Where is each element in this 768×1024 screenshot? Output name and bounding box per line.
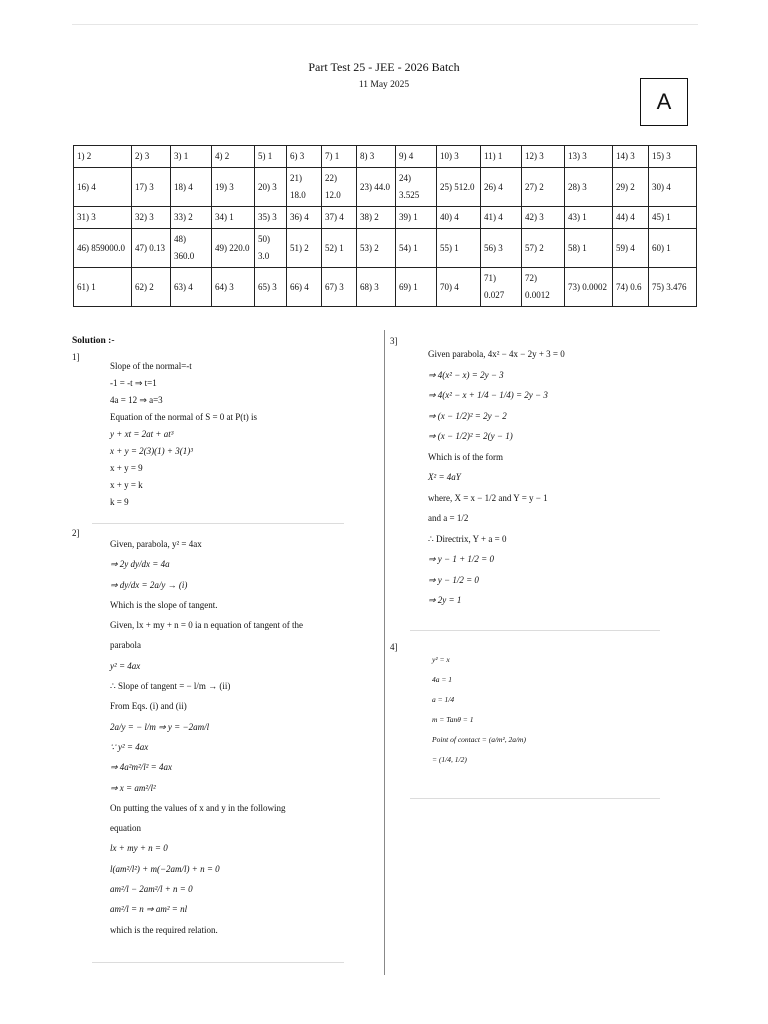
q2-line: equation — [110, 823, 141, 834]
answer-cell: 46) 859000.0 — [74, 229, 132, 268]
q3-solution — [428, 344, 565, 611]
q4-solution — [432, 650, 526, 770]
answer-cell: 20) 3 — [255, 168, 287, 207]
q3-line: ⇒ (x − 1/2)² = 2y − 2 — [428, 410, 507, 421]
top-divider — [72, 24, 698, 25]
q4-line: Point of contact = (a/m², 2a/m) — [432, 735, 526, 744]
answer-cell: 25) 512.0 — [437, 168, 481, 207]
q2-number: 2] — [72, 528, 80, 538]
answer-cell: 57) 2 — [522, 229, 565, 268]
q2-line: On putting the values of x and y in the following — [110, 802, 286, 813]
q2-line: ⇒ x = am²/l² — [110, 782, 156, 793]
q3-line: ⇒ 2y = 1 — [428, 595, 462, 605]
q1-line: 4a = 12 ⇒ a=3 — [110, 395, 163, 405]
q2-line: ∴ Slope of tangent = − l/m → (ii) — [110, 681, 231, 692]
answer-key-row — [74, 146, 697, 168]
answer-cell: 62) 2 — [132, 268, 171, 307]
q1-line: x + y = k — [110, 480, 143, 490]
q3-line: Which is of the form — [428, 451, 503, 462]
q3-line: Given parabola, 4x² − 4x − 2y + 3 = 0 — [428, 349, 565, 359]
answer-key-row — [74, 268, 697, 307]
q3-line: and a = 1/2 — [428, 513, 469, 523]
answer-cell: 1) 2 — [74, 146, 132, 168]
q3-line: ⇒ (x − 1/2)² = 2(y − 1) — [428, 431, 513, 441]
answer-cell: 2) 3 — [132, 146, 171, 168]
answer-cell: 36) 4 — [287, 207, 322, 229]
q2-line: lx + my + n = 0 — [110, 843, 168, 854]
answer-cell: 49) 220.0 — [212, 229, 255, 268]
separator — [410, 630, 660, 631]
q4-line: y² = x — [432, 655, 450, 664]
answer-cell: 35) 3 — [255, 207, 287, 229]
q1-line: y + xt = 2at + at³ — [110, 429, 174, 439]
answer-cell: 14) 3 — [613, 146, 649, 168]
solution-heading: Solution :- — [72, 336, 115, 346]
answer-cell: 15) 3 — [649, 146, 697, 168]
answer-cell: 75) 3.476 — [649, 268, 697, 307]
answer-cell: 24) 3.525 — [396, 168, 437, 207]
answer-cell: 41) 4 — [481, 207, 522, 229]
answer-cell: 34) 1 — [212, 207, 255, 229]
answer-cell: 17) 3 — [132, 168, 171, 207]
answer-cell: 28) 3 — [565, 168, 613, 207]
answer-cell: 23) 44.0 — [357, 168, 396, 207]
answer-cell: 6) 3 — [287, 146, 322, 168]
q3-line: ⇒ y − 1 + 1/2 = 0 — [428, 554, 495, 564]
answer-cell: 38) 2 — [357, 207, 396, 229]
answer-cell: 3) 1 — [171, 146, 212, 168]
q2-line: Given, lx + my + n = 0 ia n equation of tangent of the — [110, 620, 303, 631]
answer-cell: 39) 1 — [396, 207, 437, 229]
answer-cell: 45) 1 — [649, 207, 697, 229]
answer-cell: 60) 1 — [649, 229, 697, 268]
q1-solution — [110, 358, 257, 511]
answer-cell: 21) 18.0 — [287, 168, 322, 207]
answer-key-table — [73, 145, 697, 307]
answer-cell: 67) 3 — [322, 268, 357, 307]
q4-line: a = 1/4 — [432, 695, 455, 704]
q1-line: -1 = -t ⇒ t=1 — [110, 378, 157, 388]
answer-cell: 7) 1 — [322, 146, 357, 168]
q4-line: = (1/4, 1/2) — [432, 755, 467, 764]
answer-cell: 18) 4 — [171, 168, 212, 207]
answer-cell: 66) 4 — [287, 268, 322, 307]
answer-cell: 31) 3 — [74, 207, 132, 229]
answer-cell: 26) 4 — [481, 168, 522, 207]
answer-cell: 53) 2 — [357, 229, 396, 268]
answer-cell: 4) 2 — [212, 146, 255, 168]
answer-cell: 27) 2 — [522, 168, 565, 207]
answer-key-row — [74, 229, 697, 268]
answer-key-row — [74, 168, 697, 207]
q3-line: X² = 4aY — [428, 472, 461, 482]
q1-line: x + y = 9 — [110, 463, 143, 473]
q2-line: Given, parabola, y² = 4ax — [110, 539, 202, 549]
answer-cell: 37) 4 — [322, 207, 357, 229]
q1-number: 1] — [72, 352, 80, 362]
separator — [92, 962, 344, 963]
answer-cell: 58) 1 — [565, 229, 613, 268]
q2-line: l(am²/l²) + m(−2am/l) + n = 0 — [110, 863, 220, 874]
set-label-box: A — [640, 78, 688, 126]
column-divider — [384, 330, 385, 975]
answer-cell: 22) 12.0 — [322, 168, 357, 207]
answer-cell: 52) 1 — [322, 229, 357, 268]
answer-cell: 69) 1 — [396, 268, 437, 307]
answer-cell: 33) 2 — [171, 207, 212, 229]
q4-line: m = Tanθ = 1 — [432, 715, 474, 724]
answer-cell: 73) 0.0002 — [565, 268, 613, 307]
answer-cell: 72) 0.0012 — [522, 268, 565, 307]
answer-key-row — [74, 207, 697, 229]
answer-cell: 8) 3 — [357, 146, 396, 168]
q4-line: 4a = 1 — [432, 675, 453, 684]
q3-line: ⇒ 4(x² − x + 1/4 − 1/4) = 2y − 3 — [428, 390, 548, 400]
answer-cell: 64) 3 — [212, 268, 255, 307]
answer-cell: 48) 360.0 — [171, 229, 212, 268]
q3-line: ⇒ y − 1/2 = 0 — [428, 574, 479, 585]
answer-cell: 50) 3.0 — [255, 229, 287, 268]
answer-cell: 5) 1 — [255, 146, 287, 168]
test-title: Part Test 25 - JEE - 2026 Batch — [308, 60, 460, 74]
answer-cell: 70) 4 — [437, 268, 481, 307]
q2-line: From Eqs. (i) and (ii) — [110, 701, 187, 712]
answer-cell: 47) 0.13 — [132, 229, 171, 268]
answer-cell: 61) 1 — [74, 268, 132, 307]
answer-cell: 59) 4 — [613, 229, 649, 268]
answer-cell: 13) 3 — [565, 146, 613, 168]
answer-cell: 32) 3 — [132, 207, 171, 229]
q2-line: ⇒ 4a²m²/l² = 4ax — [110, 762, 172, 773]
q3-line: where, X = x − 1/2 and Y = y − 1 — [428, 492, 548, 503]
q3-line: ∴ Directrix, Y + a = 0 — [428, 533, 507, 544]
separator — [410, 798, 660, 799]
answer-cell: 71) 0.027 — [481, 268, 522, 307]
q2-line: ⇒ dy/dx = 2a/y → (i) — [110, 579, 188, 590]
q1-line: Equation of the normal of S = 0 at P(t) is — [110, 412, 258, 422]
answer-cell: 42) 3 — [522, 207, 565, 229]
q2-line: ∵ y² = 4ax — [110, 741, 149, 752]
q2-line: parabola — [110, 640, 141, 651]
q2-line: am²/l − 2am²/l + n = 0 — [110, 884, 193, 895]
answer-cell: 19) 3 — [212, 168, 255, 207]
q3-number: 3] — [390, 336, 398, 346]
answer-cell: 65) 3 — [255, 268, 287, 307]
q1-line: k = 9 — [110, 497, 129, 507]
q2-line: ⇒ 2y dy/dx = 4a — [110, 559, 170, 570]
answer-cell: 29) 2 — [613, 168, 649, 207]
answer-cell: 44) 4 — [613, 207, 649, 229]
answer-cell: 10) 3 — [437, 146, 481, 168]
separator — [92, 523, 344, 524]
test-date: 11 May 2025 — [358, 80, 410, 90]
q2-line: which is the required relation. — [110, 924, 218, 935]
answer-cell: 74) 0.6 — [613, 268, 649, 307]
answer-cell: 54) 1 — [396, 229, 437, 268]
q2-line: 2a/y = − l/m ⇒ y = −2am/l — [110, 721, 210, 732]
answer-cell: 30) 4 — [649, 168, 697, 207]
answer-cell: 43) 1 — [565, 207, 613, 229]
q1-line: x + y = 2(3)(1) + 3(1)³ — [110, 446, 193, 456]
q4-number: 4] — [390, 642, 398, 652]
q2-line: am²/l = n ⇒ am² = nl — [110, 904, 188, 915]
q2-solution — [110, 534, 303, 940]
answer-cell: 16) 4 — [74, 168, 132, 207]
answer-cell: 63) 4 — [171, 268, 212, 307]
answer-cell: 55) 1 — [437, 229, 481, 268]
answer-cell: 51) 2 — [287, 229, 322, 268]
q2-line: Which is the slope of tangent. — [110, 599, 218, 610]
answer-cell: 12) 3 — [522, 146, 565, 168]
answer-cell: 9) 4 — [396, 146, 437, 168]
q2-line: y² = 4ax — [110, 660, 141, 671]
q1-line: Slope of the normal=-t — [110, 361, 192, 371]
answer-cell: 40) 4 — [437, 207, 481, 229]
answer-cell: 68) 3 — [357, 268, 396, 307]
q3-line: ⇒ 4(x² − x) = 2y − 3 — [428, 369, 504, 380]
answer-cell: 56) 3 — [481, 229, 522, 268]
answer-cell: 11) 1 — [481, 146, 522, 168]
